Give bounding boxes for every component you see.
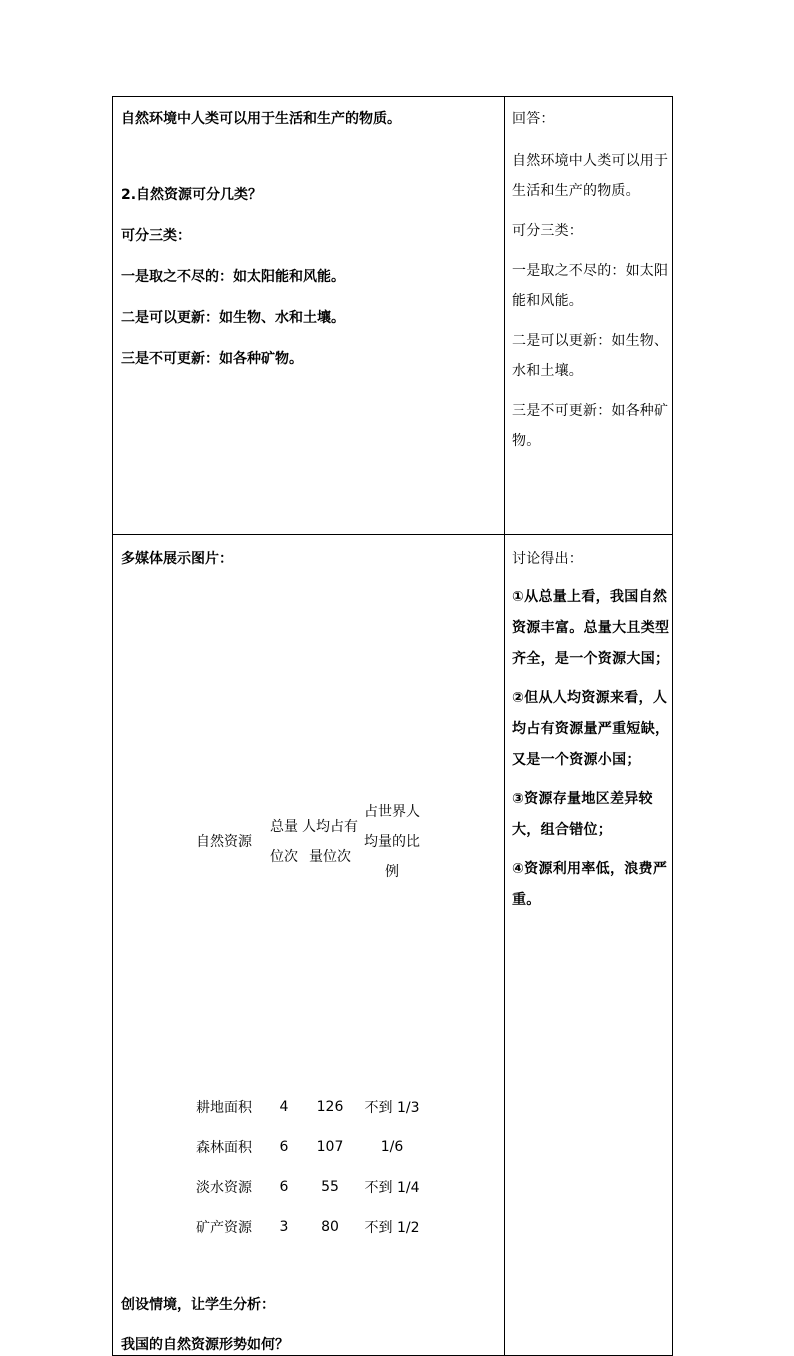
category-intro: 可分三类： [121, 228, 191, 244]
answer-category-one: 一是取之不尽的：如太阳能和风能。 [512, 263, 669, 309]
conclusion-one: ①从总量上看，我国自然资源丰富。总量大且类型齐全，是一个资源大国； [512, 589, 670, 667]
teacher-activity-cell [113, 97, 505, 535]
multimedia-intro: 多媒体展示图片： [121, 551, 233, 567]
resource-name: 森林面积 [196, 1140, 252, 1156]
conclusion-three: ③资源存量地区差异较大，组合错位； [512, 791, 653, 838]
student-activity-cell [505, 97, 673, 535]
table-row [113, 535, 673, 1356]
answer-category-three: 三是不可更新：如各种矿物。 [512, 403, 669, 449]
category-one: 一是取之不尽的：如太阳能和风能。 [121, 269, 345, 285]
resource-name: 淡水资源 [196, 1180, 252, 1196]
resource-name: 耕地面积 [196, 1100, 252, 1116]
total-rank: 6 [279, 1179, 289, 1195]
per-capita-rank: 80 [321, 1219, 339, 1235]
table-row [179, 1087, 423, 1127]
answer-label: 回答： [512, 111, 555, 127]
student-activity-cell [505, 535, 673, 1356]
analysis-question: 我国的自然资源形势如何？ [121, 1337, 289, 1353]
table-row [179, 1167, 423, 1207]
header-world-ratio: 占世界人均量的比例 [364, 803, 420, 880]
header-per-capita-rank: 人均占有量位次 [302, 818, 358, 865]
total-rank: 6 [279, 1139, 289, 1155]
total-rank: 4 [279, 1099, 289, 1115]
per-capita-rank: 107 [316, 1139, 344, 1155]
table-row [179, 1127, 423, 1167]
resource-table-header [179, 596, 423, 1087]
header-total-rank: 总量位次 [270, 818, 298, 865]
category-two: 二是可以更新：如生物、水和土壤。 [121, 310, 345, 326]
world-ratio: 不到 1/2 [364, 1220, 420, 1236]
header-resource: 自然资源 [196, 833, 252, 850]
per-capita-rank: 55 [321, 1179, 339, 1195]
answer-definition: 自然环境中人类可以用于生活和生产的物质。 [512, 153, 669, 199]
definition-text: 自然环境中人类可以用于生活和生产的物质。 [121, 111, 401, 127]
table-row [113, 97, 673, 535]
question-heading: 2.自然资源可分几类？ [121, 187, 263, 203]
answer-category-intro: 可分三类： [512, 223, 583, 239]
lesson-table [112, 96, 673, 1356]
category-three: 三是不可更新：如各种矿物。 [121, 351, 303, 367]
teacher-activity-cell [113, 535, 505, 1356]
answer-category-two: 二是可以更新：如生物、水和土壤。 [512, 333, 669, 379]
resource-table [179, 596, 423, 1247]
conclusion-two: ②但从人均资源来看，人均占有资源量严重短缺，又是一个资源小国； [512, 690, 670, 768]
total-rank: 3 [279, 1219, 289, 1235]
scenario-text: 创设情境，让学生分析： [121, 1297, 275, 1313]
world-ratio: 1/6 [380, 1139, 404, 1155]
conclusion-four: ④资源利用率低，浪费严重。 [512, 861, 668, 908]
resource-name: 矿产资源 [196, 1220, 252, 1236]
world-ratio: 不到 1/4 [364, 1180, 420, 1196]
table-row [179, 1207, 423, 1247]
per-capita-rank: 126 [316, 1099, 344, 1115]
discussion-label: 讨论得出： [512, 551, 583, 567]
world-ratio: 不到 1/3 [364, 1100, 420, 1116]
